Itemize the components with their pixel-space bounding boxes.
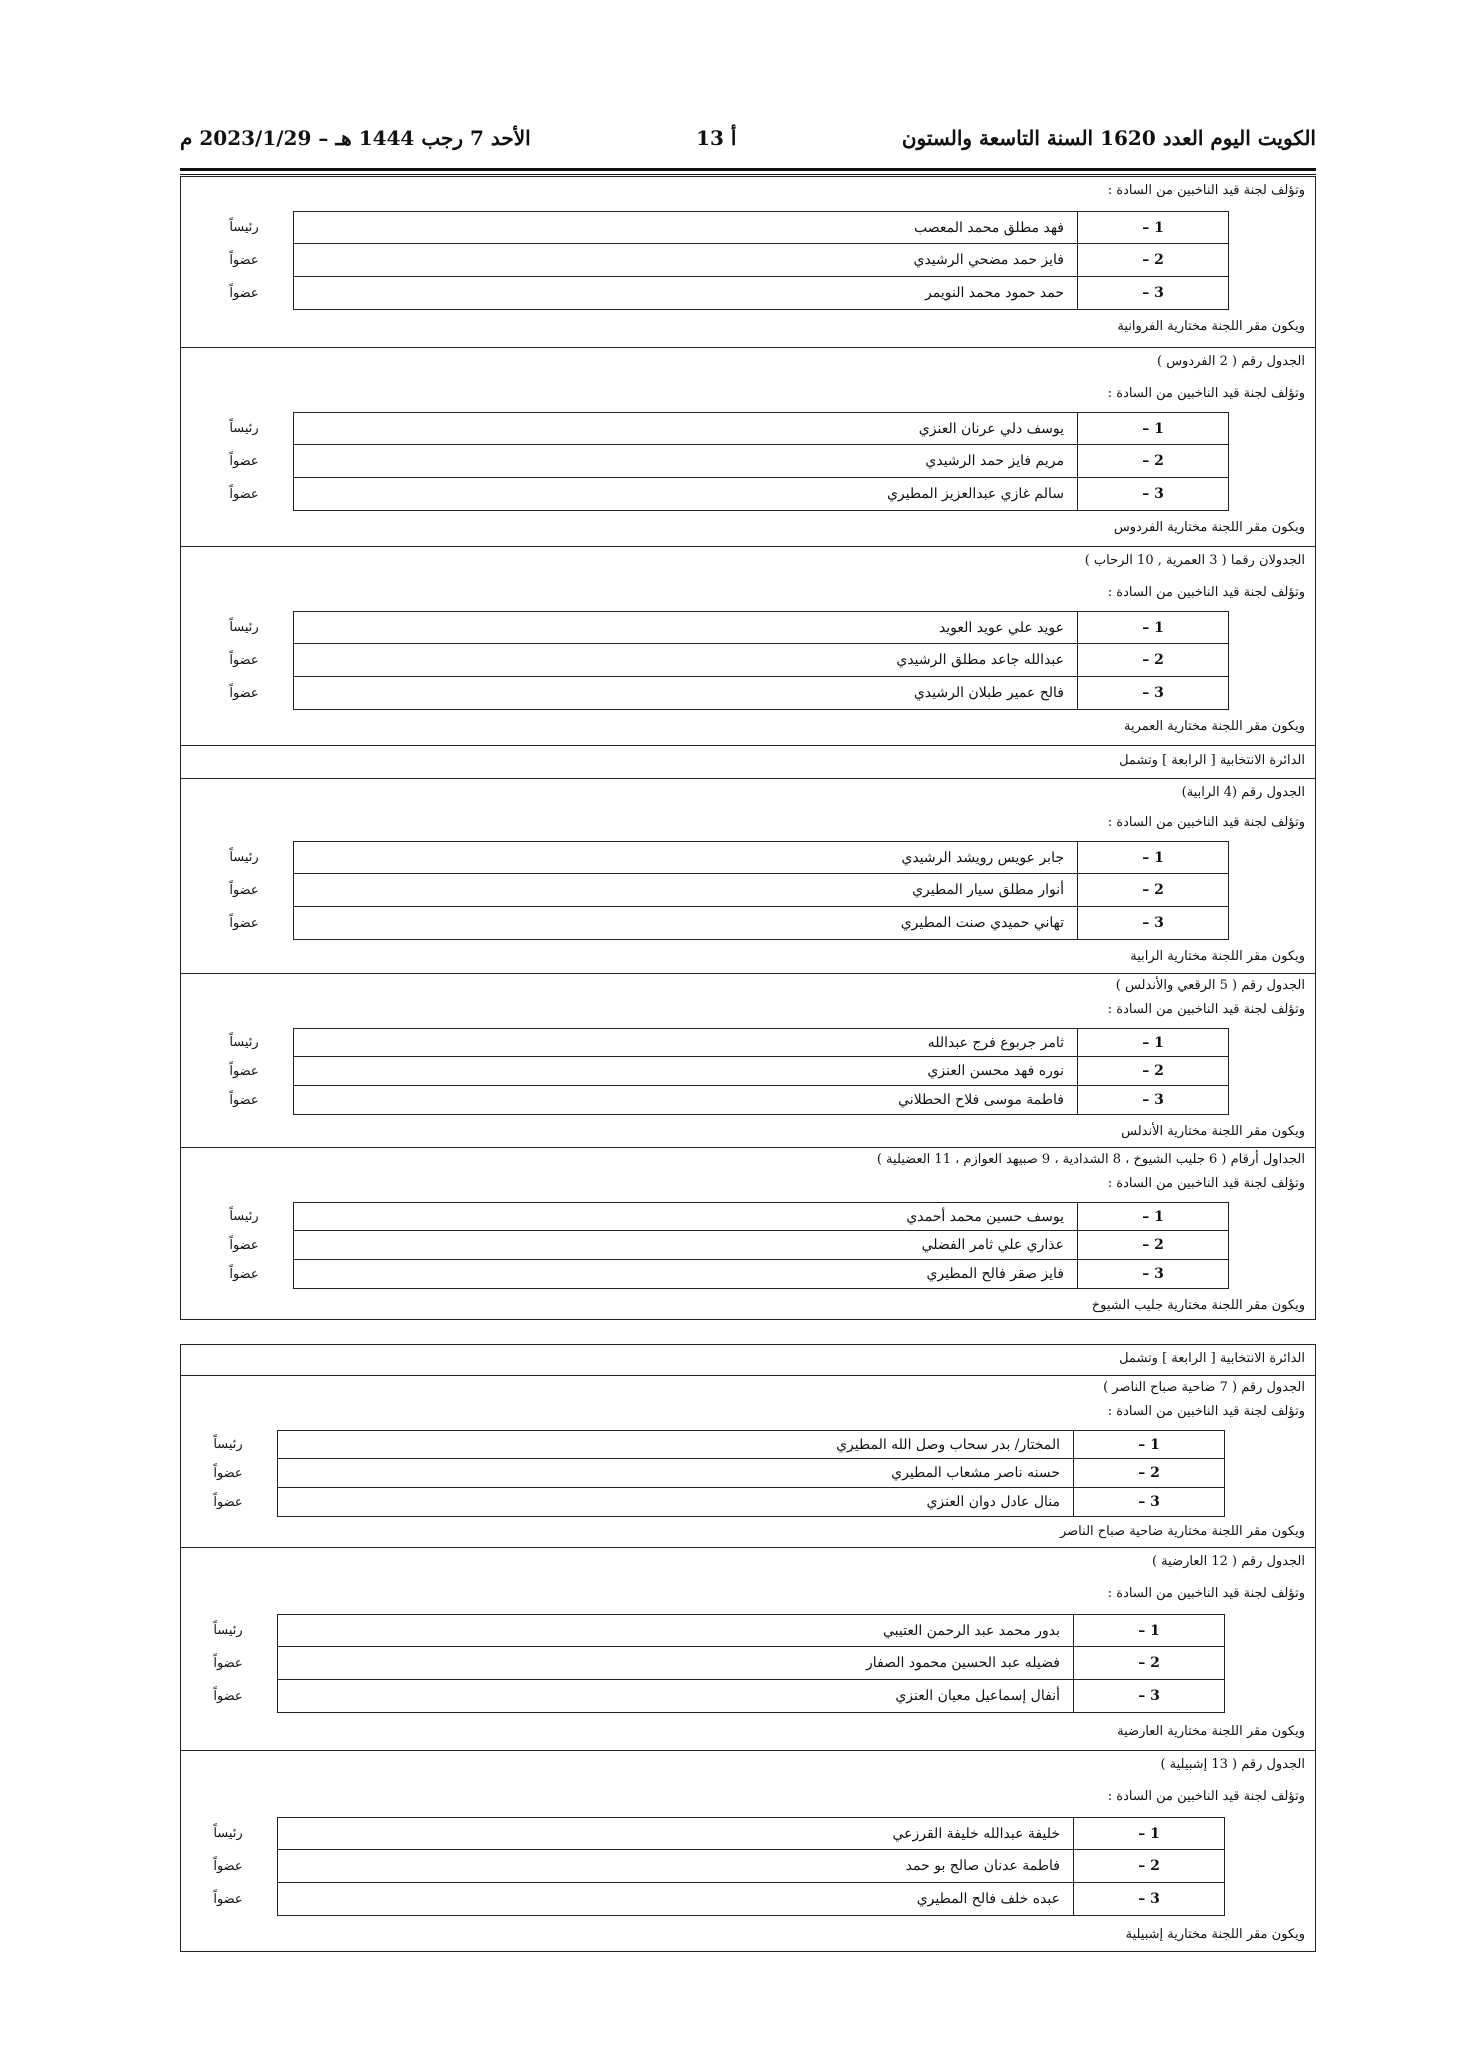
row-number: 3 – — [1077, 1260, 1228, 1288]
committee-intro: وتؤلف لجنة قيد الناخبين من السادة : — [1107, 386, 1305, 401]
committee-intro: وتؤلف لجنة قيد الناخبين من السادة : — [1107, 1586, 1305, 1601]
member-name: حمد حمود محمد النويمر — [925, 285, 1064, 301]
table-row — [229, 611, 1229, 644]
committee-seat: ويكون مقر اللجنة مختارية العمرية — [1124, 719, 1305, 734]
member-name: نوره فهد محسن العنزي — [927, 1063, 1064, 1079]
member-role: عضواً — [229, 285, 259, 301]
table-row — [213, 1614, 1225, 1647]
table-row — [229, 841, 1229, 874]
member-name: فاطمة موسى فلاح الحطلاني — [898, 1092, 1064, 1108]
member-name: فايز صقر فالح المطيري — [926, 1266, 1064, 1282]
member-role: عضواً — [213, 1655, 243, 1671]
table-row — [213, 1883, 1225, 1916]
member-role: رئيساً — [229, 1035, 259, 1050]
committee-section — [181, 177, 1315, 347]
member-role: عضواً — [229, 685, 259, 701]
member-name: عذاري علي ثامر الفضلي — [921, 1237, 1064, 1253]
committee-members-table — [213, 1430, 1225, 1517]
committee-seat: ويكون مقر اللجنة مختارية إشبيلية — [1125, 1927, 1305, 1942]
member-name: عبده خلف فالح المطيري — [916, 1891, 1060, 1907]
table-row — [229, 1086, 1229, 1115]
member-name: فهد مطلق محمد المعصب — [913, 219, 1064, 236]
committee-section — [181, 973, 1315, 1147]
table-title: الجدول رقم (4 الرابية) — [1181, 785, 1305, 800]
member-role: عضواً — [229, 652, 259, 668]
member-role: عضواً — [213, 1494, 243, 1510]
row-number: 1 – — [1073, 1431, 1224, 1458]
table-row — [229, 1057, 1229, 1086]
header-page-number: أ 13 — [696, 126, 737, 150]
row-number: 2 – — [1077, 874, 1228, 906]
member-name: يوسف دلي عرنان العنزي — [918, 420, 1064, 437]
table-row — [229, 1028, 1229, 1057]
row-number: 1 – — [1077, 1029, 1228, 1056]
committee-intro: وتؤلف لجنة قيد الناخبين من السادة : — [1107, 1002, 1305, 1017]
member-role: رئيساً — [213, 1437, 243, 1452]
row-number: 3 – — [1077, 677, 1228, 709]
header-rule-thick — [180, 168, 1316, 171]
member-role: عضواً — [213, 1858, 243, 1874]
member-role: عضواً — [229, 882, 259, 898]
member-role: رئيساً — [229, 850, 259, 865]
committee-members-table — [229, 841, 1229, 940]
table-row — [229, 1260, 1229, 1289]
member-name: فاطمة عدنان صالح بو حمد — [905, 1858, 1060, 1874]
table-row — [213, 1430, 1225, 1459]
committee-seat: ويكون مقر اللجنة مختارية الفروانية — [1117, 319, 1305, 334]
district-heading: الدائرة الانتخابية [ الرابعة ] وتشمل — [1119, 1351, 1305, 1366]
row-number: 2 – — [1077, 1231, 1228, 1259]
row-number: 1 – — [1077, 212, 1228, 243]
member-name: ثامر جربوع فرج عبدالله — [927, 1034, 1064, 1051]
row-number: 2 – — [1077, 1057, 1228, 1085]
member-name: سالم غازي عبدالعزيز المطيري — [886, 486, 1064, 502]
table-title: الجدولان رقما ( 3 العمرية , 10 الرحاب ) — [1084, 553, 1305, 568]
committee-members-table — [229, 211, 1229, 310]
table-title: الجداول أرقام ( 6 جليب الشيوخ ، 8 الشدادية ، 9 صبيهد العوازم ، 11 العضيلية ) — [876, 1152, 1305, 1167]
member-name: مريم فايز حمد الرشيدي — [925, 453, 1064, 469]
table-row — [229, 277, 1229, 310]
table-row — [229, 644, 1229, 677]
member-name: تهاني حميدي صنت المطيري — [900, 915, 1064, 931]
member-role: عضواً — [229, 1237, 259, 1253]
member-name: فايز حمد مضحي الرشيدي — [913, 252, 1064, 268]
page-header — [180, 120, 1316, 156]
committees-block-1 — [180, 176, 1316, 1320]
row-number: 1 – — [1073, 1818, 1224, 1849]
table-title: الجدول رقم ( 13 إشبيلية ) — [1160, 1757, 1305, 1772]
table-row — [229, 412, 1229, 445]
member-name: جابر عويس رويشد الرشيدي — [901, 849, 1064, 866]
committee-section — [181, 546, 1315, 745]
member-role: عضواً — [229, 1092, 259, 1108]
member-name: المختار/ بدر سحاب وصل الله المطيري — [836, 1436, 1060, 1453]
member-name: منال عادل دوان العنزي — [926, 1494, 1060, 1510]
row-number: 1 – — [1073, 1615, 1224, 1646]
row-number: 2 – — [1073, 1459, 1224, 1487]
committee-seat: ويكون مقر اللجنة مختارية ضاحية صباح الناصر — [1059, 1524, 1305, 1539]
member-role: عضواً — [213, 1891, 243, 1907]
member-name: عبدالله جاعد مطلق الرشيدي — [896, 652, 1064, 668]
table-title: الجدول رقم ( 12 العارضية ) — [1151, 1554, 1305, 1569]
row-number: 1 – — [1077, 842, 1228, 873]
committee-members-table — [213, 1817, 1225, 1916]
table-row — [213, 1647, 1225, 1680]
committee-intro: وتؤلف لجنة قيد الناخبين من السادة : — [1107, 1176, 1305, 1191]
committee-seat: ويكون مقر اللجنة مختارية العارضية — [1117, 1724, 1305, 1739]
member-name: خليفة عبدالله خليفة القرزعي — [892, 1825, 1060, 1842]
row-number: 1 – — [1077, 612, 1228, 643]
committee-members-table — [229, 611, 1229, 710]
member-role: رئيساً — [229, 220, 259, 235]
table-title: الجدول رقم ( 2 الفردوس ) — [1156, 354, 1305, 369]
table-row — [229, 211, 1229, 244]
member-role: رئيساً — [229, 1209, 259, 1224]
committee-section — [181, 347, 1315, 546]
row-number: 2 – — [1077, 445, 1228, 477]
district-heading: الدائرة الانتخابية [ الرابعة ] وتشمل — [1119, 753, 1305, 768]
member-name: أنوار مطلق سيار المطيري — [912, 882, 1064, 898]
member-role: عضواً — [229, 1063, 259, 1079]
row-number: 3 – — [1073, 1883, 1224, 1915]
row-number: 2 – — [1077, 644, 1228, 676]
committee-section — [181, 1750, 1315, 1951]
row-number: 3 – — [1073, 1680, 1224, 1712]
table-row — [229, 244, 1229, 277]
committee-intro: وتؤلف لجنة قيد الناخبين من السادة : — [1107, 1404, 1305, 1419]
committee-intro: وتؤلف لجنة قيد الناخبين من السادة : — [1107, 815, 1305, 830]
row-number: 2 – — [1073, 1850, 1224, 1882]
row-number: 2 – — [1073, 1647, 1224, 1679]
table-row — [229, 445, 1229, 478]
table-row — [229, 907, 1229, 940]
table-row — [229, 1231, 1229, 1260]
committee-section — [181, 1375, 1315, 1547]
row-number: 3 – — [1073, 1488, 1224, 1516]
row-number: 2 – — [1077, 244, 1228, 276]
member-name: فضيله عبد الحسين محمود الصفار — [866, 1655, 1060, 1671]
member-role: رئيساً — [213, 1623, 243, 1638]
table-row — [229, 874, 1229, 907]
committee-members-table — [229, 1028, 1229, 1115]
member-name: فالح عمير طبلان الرشيدي — [913, 685, 1064, 701]
member-role: عضواً — [229, 915, 259, 931]
table-title: الجدول رقم ( 7 ضاحية صباح الناصر ) — [1103, 1380, 1305, 1395]
committee-section — [181, 1147, 1315, 1321]
committee-section — [181, 1547, 1315, 1750]
header-date: الأحد 7 رجب 1444 هـ – 2023/1/29 م — [180, 126, 531, 150]
committee-seat: ويكون مقر اللجنة مختارية الرابية — [1130, 949, 1305, 964]
committee-members-table — [213, 1614, 1225, 1713]
row-number: 3 – — [1077, 277, 1228, 309]
committee-section — [181, 778, 1315, 973]
row-number: 1 – — [1077, 1203, 1228, 1230]
row-number: 1 – — [1077, 413, 1228, 444]
table-row — [213, 1817, 1225, 1850]
committee-seat: ويكون مقر اللجنة مختارية جليب الشيوخ — [1091, 1298, 1305, 1313]
member-role: رئيساً — [213, 1826, 243, 1841]
table-row — [213, 1459, 1225, 1488]
table-row — [213, 1850, 1225, 1883]
committee-members-table — [229, 1202, 1229, 1289]
member-role: رئيساً — [229, 421, 259, 436]
district-heading-row — [181, 745, 1315, 778]
committees-block-2 — [180, 1344, 1316, 1952]
member-name: بدور محمد عبد الرحمن العتيبي — [882, 1622, 1060, 1639]
member-name: حسنه ناصر مشعاب المطيري — [891, 1465, 1060, 1481]
member-role: رئيساً — [229, 620, 259, 635]
district-heading-row — [181, 1345, 1315, 1375]
member-role: عضواً — [229, 453, 259, 469]
row-number: 3 – — [1077, 1086, 1228, 1114]
committee-intro: وتؤلف لجنة قيد الناخبين من السادة : — [1107, 585, 1305, 600]
member-role: عضواً — [213, 1688, 243, 1704]
header-issue: الكويت اليوم العدد 1620 السنة التاسعة والستون — [901, 126, 1316, 150]
member-name: يوسف حسين محمد أحمدي — [906, 1208, 1064, 1225]
member-role: عضواً — [229, 1266, 259, 1282]
member-role: عضواً — [213, 1465, 243, 1481]
row-number: 3 – — [1077, 478, 1228, 510]
member-name: عويد علي عويد العويد — [938, 619, 1064, 636]
table-row — [229, 677, 1229, 710]
member-role: عضواً — [229, 252, 259, 268]
member-role: عضواً — [229, 486, 259, 502]
header-rule-thin — [180, 174, 1316, 175]
table-row — [213, 1680, 1225, 1713]
committee-intro: وتؤلف لجنة قيد الناخبين من السادة : — [1107, 1789, 1305, 1804]
table-row — [213, 1488, 1225, 1517]
table-row — [229, 478, 1229, 511]
committee-seat: ويكون مقر اللجنة مختارية الأندلس — [1121, 1124, 1305, 1139]
member-name: أنفال إسماعيل معيان العنزي — [895, 1688, 1060, 1704]
table-title: الجدول رقم ( 5 الرقعي والأندلس ) — [1115, 978, 1305, 993]
row-number: 3 – — [1077, 907, 1228, 939]
committee-seat: ويكون مقر اللجنة مختارية الفردوس — [1113, 520, 1305, 535]
committee-members-table — [229, 412, 1229, 511]
committee-intro: وتؤلف لجنة قيد الناخبين من السادة : — [1107, 183, 1305, 198]
table-row — [229, 1202, 1229, 1231]
